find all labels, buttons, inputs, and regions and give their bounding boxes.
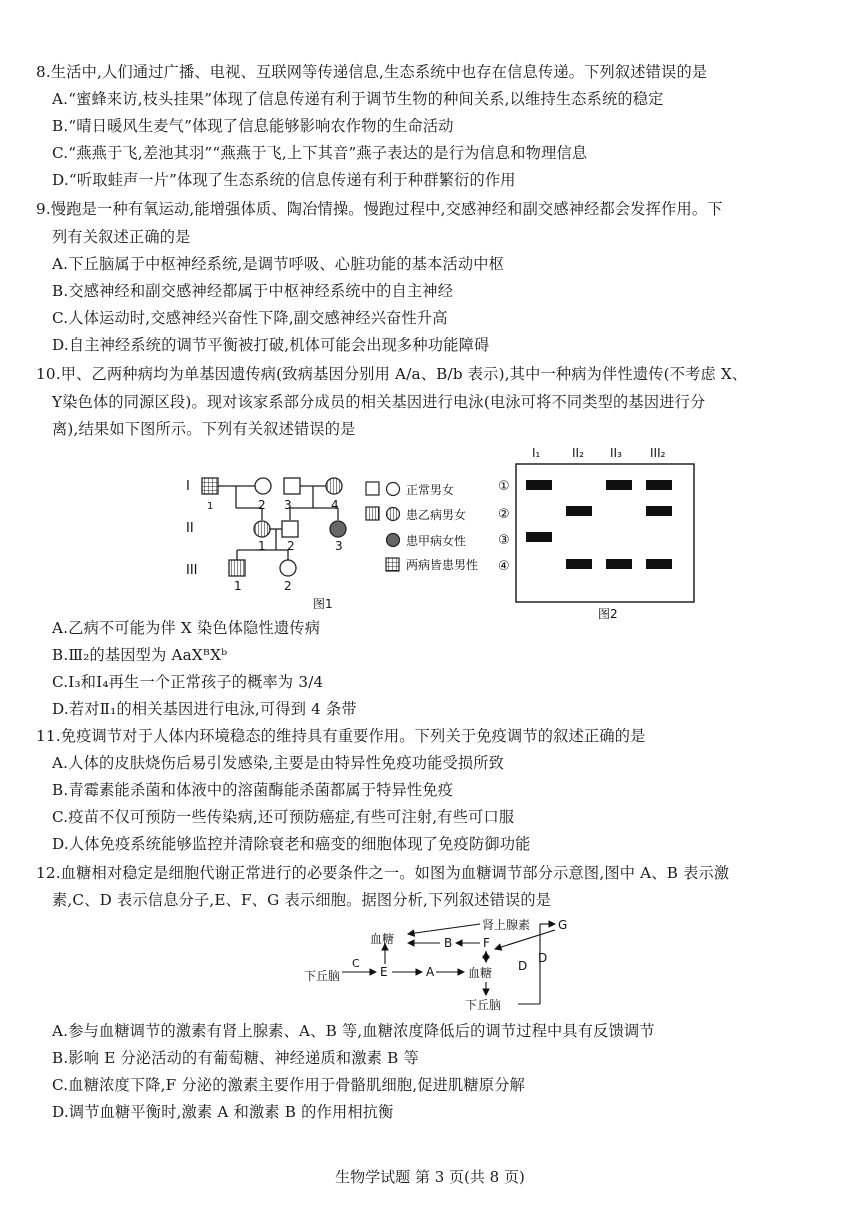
fig1-caption: 图1: [313, 597, 333, 611]
gen-label-3: III: [186, 563, 198, 578]
q10-stem-line3: 离),结果如下图所示。下列有关叙述错误的是: [52, 420, 356, 438]
q8-option-c[interactable]: C.“燕燕于飞,差池其羽”“燕燕于飞,上下其音”燕子表达的是行为信息和物理信息: [52, 144, 588, 162]
electrophoresis-figure: [490, 440, 710, 620]
fig2-caption: 图2: [598, 607, 618, 620]
legend-normal: 正常男女: [406, 483, 455, 497]
member-num-i2: 2: [258, 498, 266, 512]
q10-option-a[interactable]: A.乙病不可能为伴 X 染色体隐性遗传病: [52, 619, 321, 637]
lane-label-3: II₃: [610, 446, 622, 460]
q10-option-d[interactable]: D.若对Ⅱ₁的相关基因进行电泳,可得到 4 条带: [52, 700, 357, 718]
label-c: C: [352, 957, 360, 970]
member-num-i4: 4: [331, 498, 339, 512]
q11-option-a[interactable]: A.人体的皮肤烧伤后易引发感染,主要是由特异性免疫功能受损所致: [52, 754, 505, 772]
band-label-3: ③: [498, 533, 510, 548]
q8-stem: 8.生活中,人们通过广播、电视、互联网等传递信息,生态系统中也存在信息传递。下列叙述错误的是: [36, 63, 708, 81]
q8-option-d[interactable]: D.“听取蛙声一片”体现了生态系统的信息传递有利于种群繁衍的作用: [52, 171, 516, 189]
band-label-1: ①: [498, 479, 510, 494]
member-num-iii2: 2: [284, 579, 292, 593]
blood-sugar-regulation-diagram: [290, 912, 590, 1016]
q10-stem-line1: 10.甲、乙两种病均为单基因遗传病(致病基因分别用 A/a、B/b 表示),其中一种病为伴性遗传(不考虑 X、: [36, 365, 748, 383]
member-num-ii1: 1: [258, 539, 266, 553]
band-label-4: ④: [498, 559, 510, 574]
node-f: F: [483, 936, 490, 950]
q9-stem-line2: 列有关叙述正确的是: [52, 228, 191, 246]
label-d-left: D: [518, 959, 528, 973]
node-b: B: [444, 936, 453, 950]
node-g: G: [558, 918, 568, 932]
q12-option-c[interactable]: C.血糖浓度下降,F 分泌的激素主要作用于骨骼肌细胞,促进肌糖原分解: [52, 1076, 525, 1094]
member-num-iii1: 1: [234, 579, 242, 593]
lane-label-2: II₂: [572, 446, 584, 460]
band-label-2: ②: [498, 507, 510, 522]
q9-option-c[interactable]: C.人体运动时,交感神经兴奋性下降,副交感神经兴奋性升高: [52, 309, 448, 327]
member-num-ii3: 3: [335, 539, 343, 553]
q11-stem: 11.免疫调节对于人体内环境稳态的维持具有重要作用。下列关于免疫调节的叙述正确的是: [36, 727, 646, 745]
legend-disease-b: 患乙病男女: [406, 508, 467, 522]
q12-option-d[interactable]: D.调节血糖平衡时,激素 A 和激素 B 的作用相抗衡: [52, 1103, 394, 1121]
legend-disease-a-female: 患甲病女性: [406, 534, 467, 548]
q8-option-a[interactable]: A.“蜜蜂来访,枝头挂果”体现了信息传递有利于调节生物的种间关系,以维持生态系统的稳定: [52, 90, 664, 108]
node-adrenaline: 肾上腺素: [482, 918, 531, 932]
q12-option-b[interactable]: B.影响 E 分泌活动的有葡萄糖、神经递质和激素 B 等: [52, 1049, 419, 1067]
member-num-i3: 3: [284, 498, 292, 512]
member-num-ii2: 2: [287, 539, 295, 553]
q8-option-b[interactable]: B.“晴日暖风生麦气”体现了信息能够影响农作物的生命活动: [52, 117, 454, 135]
gen-label-2: II: [186, 521, 194, 536]
q11-option-c[interactable]: C.疫苗不仅可预防一些传染病,还可预防癌症,有些可注射,有些可口服: [52, 808, 515, 826]
page-footer: 生物学试题 第 3 页(共 8 页): [335, 1168, 525, 1186]
legend-both-male: 两病皆患男性: [406, 558, 479, 572]
q9-option-d[interactable]: D.自主神经系统的调节平衡被打破,机体可能会出现多种功能障碍: [52, 336, 490, 354]
q9-stem-line1: 9.慢跑是一种有氧运动,能增强体质、陶冶情操。慢跑过程中,交感神经和副交感神经都会发挥作用。下: [36, 200, 723, 218]
pedigree-figure: [180, 462, 500, 612]
q10-stem-line2: Y染色体的同源区段)。现对该家系部分成员的相关基因进行电泳(电泳可将不同类型的基因进行分: [52, 393, 706, 411]
q10-option-c[interactable]: C.Ⅰ₃和Ⅰ₄再生一个正常孩子的概率为 3/4: [52, 673, 324, 691]
node-hypothalamus-left: 下丘脑: [304, 969, 341, 983]
node-hypothalamus-bottom: 下丘脑: [465, 998, 502, 1012]
q11-option-d[interactable]: D.人体免疫系统能够监控并清除衰老和癌变的细胞体现了免疫防御功能: [52, 835, 531, 853]
member-num-i1: 1: [207, 501, 214, 512]
q12-stem-line1: 12.血糖相对稳定是细胞代谢正常进行的必要条件之一。如图为血糖调节部分示意图,图中 A、B 表示激: [36, 864, 730, 882]
q10-option-b[interactable]: B.Ⅲ₂的基因型为 AaXᴮXᵇ: [52, 646, 228, 664]
node-blood-sugar-mid: 血糖: [468, 966, 493, 980]
node-e: E: [380, 965, 388, 979]
gen-label-1: I: [186, 479, 190, 494]
node-blood-sugar-top: 血糖: [370, 932, 395, 946]
label-d-right: D: [538, 951, 548, 965]
lane-label-1: I₁: [532, 446, 541, 460]
q11-option-b[interactable]: B.青霉素能杀菌和体液中的溶菌酶能杀菌都属于特异性免疫: [52, 781, 454, 799]
label-a: A: [426, 965, 435, 979]
q12-option-a[interactable]: A.参与血糖调节的激素有肾上腺素、A、B 等,血糖浓度降低后的调节过程中具有反馈调节: [52, 1022, 655, 1040]
lane-label-4: III₂: [650, 446, 666, 460]
q9-option-a[interactable]: A.下丘脑属于中枢神经系统,是调节呼吸、心脏功能的基本活动中枢: [52, 255, 505, 273]
q9-option-b[interactable]: B.交感神经和副交感神经都属于中枢神经系统中的自主神经: [52, 282, 454, 300]
q12-stem-line2: 素,C、D 表示信息分子,E、F、G 表示细胞。据图分析,下列叙述错误的是: [52, 891, 552, 909]
